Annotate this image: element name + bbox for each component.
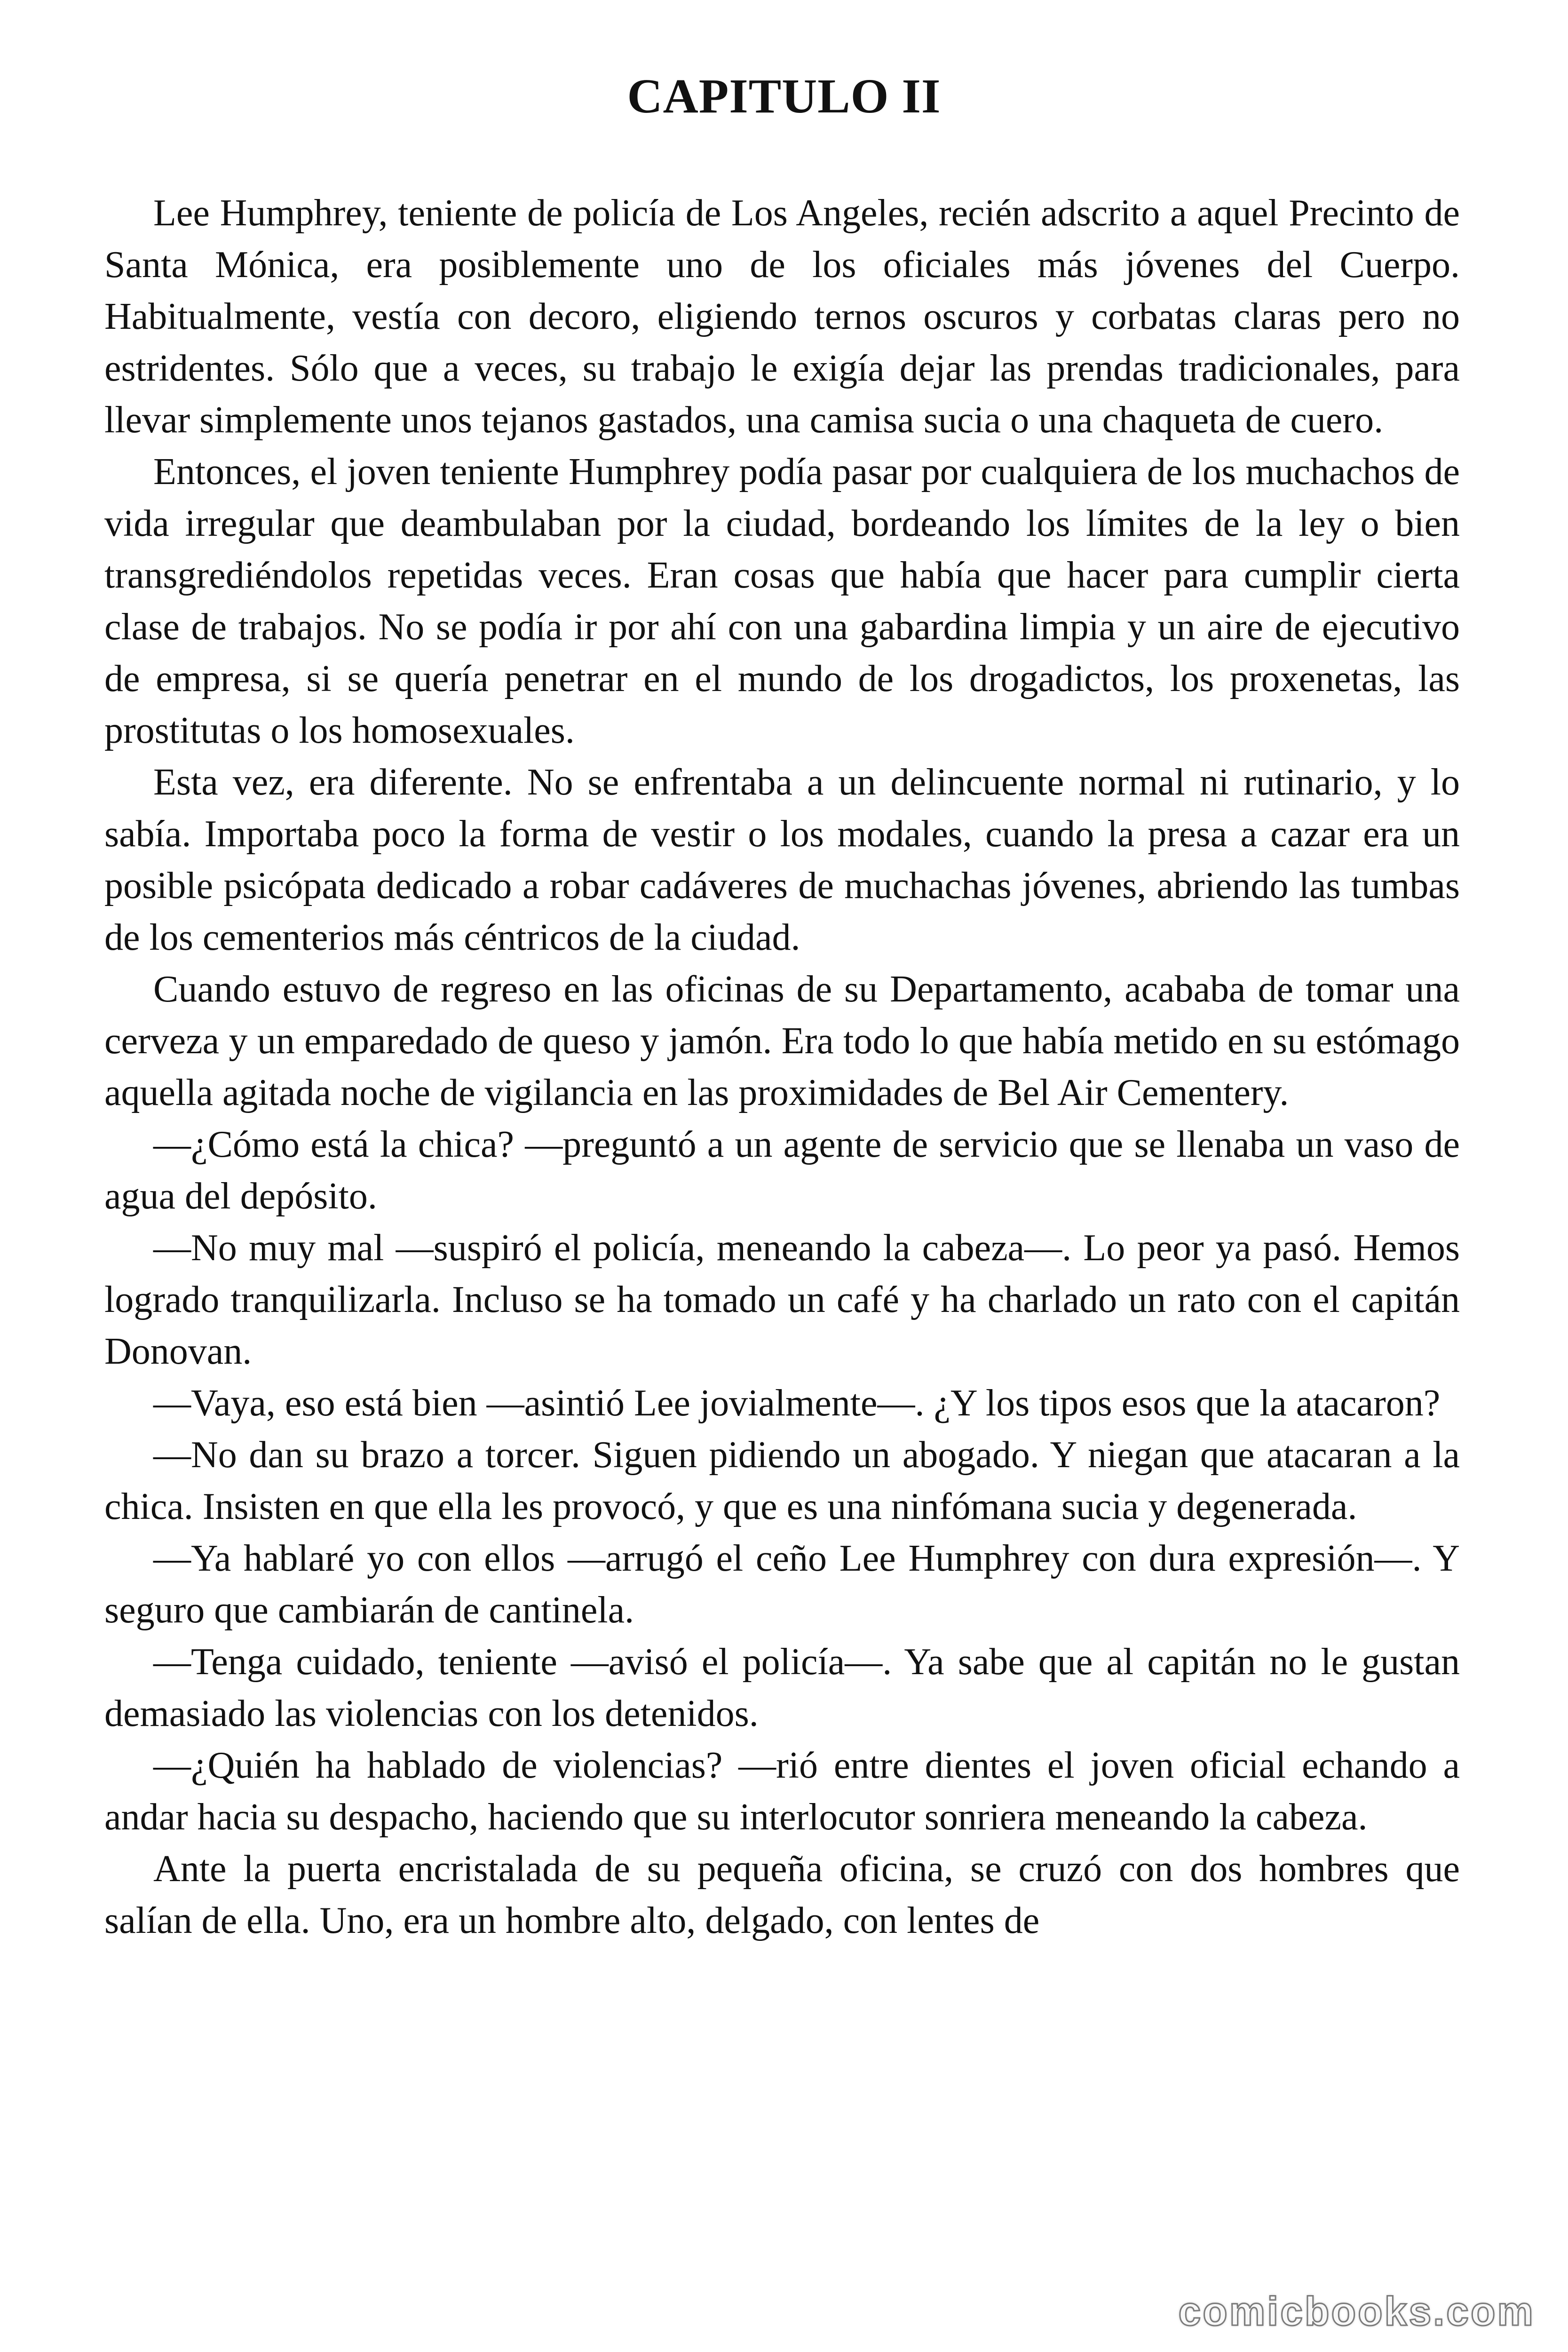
paragraph: —No dan su brazo a torcer. Siguen pidiendo un abogado. Y niegan que atacaran a la chica. Insisten en que ella les provocó, y que es una ninfómana sucia y degenerada. xyxy=(104,1434,1460,1527)
paragraph: —Vaya, eso está bien —asintió Lee jovialmente—. ¿Y los tipos esos que la atacaron? xyxy=(153,1383,1441,1424)
watermark: comicbooks.com xyxy=(1178,2289,1535,2334)
paragraph: —¿Quién ha hablado de violencias? —rió entre dientes el joven oficial echando a andar hacia su despacho, haciendo que su interlocutor sonriera meneando la cabeza. xyxy=(104,1745,1460,1838)
paragraph: Entonces, el joven teniente Humphrey podía pasar por cualquiera de los muchachos de vida irregular que deambulaban por la ciudad, bordeando los límites de la ley o bien transgrediéndolos repetidas veces. Eran cosas que había que hacer para cumplir cierta clase de trabajos. No se podía ir por ahí con una gabardina limpia y un aire de ejecutivo de empresa, si se quería penetrar en el mundo de los drogadictos, los proxenetas, las prostitutas o los homosexuales. xyxy=(104,451,1460,751)
paragraph: Esta vez, era diferente. No se enfrentaba a un delincuente normal ni rutinario, y lo sabía. Importaba poco la forma de vestir o los modales, cuando la presa a cazar era un posible psicópata dedicado a robar cadáveres de muchachas jóvenes, abriendo las tumbas de los cementerios más céntricos de la ciudad. xyxy=(104,762,1460,958)
chapter-body xyxy=(104,187,1460,1947)
paragraph: Ante la puerta encristalada de su pequeña oficina, se cruzó con dos hombres que salían de ella. Uno, era un hombre alto, delgado, con lentes de xyxy=(104,1848,1460,1941)
paragraph: —Tenga cuidado, teniente —avisó el policía—. Ya sabe que al capitán no le gustan demasiado las violencias con los detenidos. xyxy=(104,1641,1460,1734)
paragraph: —No muy mal —suspiró el policía, meneando la cabeza—. Lo peor ya pasó. Hemos logrado tranquilizarla. Incluso se ha tomado un café y ha charlado un rato con el capitán Donovan. xyxy=(104,1227,1460,1372)
chapter-title: CAPITULO II xyxy=(627,69,941,123)
paragraph: —¿Cómo está la chica? —preguntó a un agente de servicio que se llenaba un vaso de agua del depósito. xyxy=(104,1124,1460,1217)
paragraph: Cuando estuvo de regreso en las oficinas de su Departamento, acababa de tomar una cerveza y un emparedado de queso y jamón. Era todo lo que había metido en su estómago aquella agitada noche de vigilancia en las proximidades de Bel Air Cementery. xyxy=(104,969,1460,1113)
paragraph: —Ya hablaré yo con ellos —arrugó el ceño Lee Humphrey con dura expresión—. Y seguro que cambiarán de cantinela. xyxy=(104,1538,1460,1631)
paragraph: Lee Humphrey, teniente de policía de Los Angeles, recién adscrito a aquel Precinto de Santa Mónica, era posiblemente uno de los oficiales más jóvenes del Cuerpo. Habitualmente, vestía con decoro, eligiendo ternos oscuros y corbatas claras pero no estridentes. Sólo que a veces, su trabajo le exigía dejar las prendas tradicionales, para llevar simplemente unos tejanos gastados, una camisa sucia o una chaqueta de cuero. xyxy=(104,192,1460,441)
